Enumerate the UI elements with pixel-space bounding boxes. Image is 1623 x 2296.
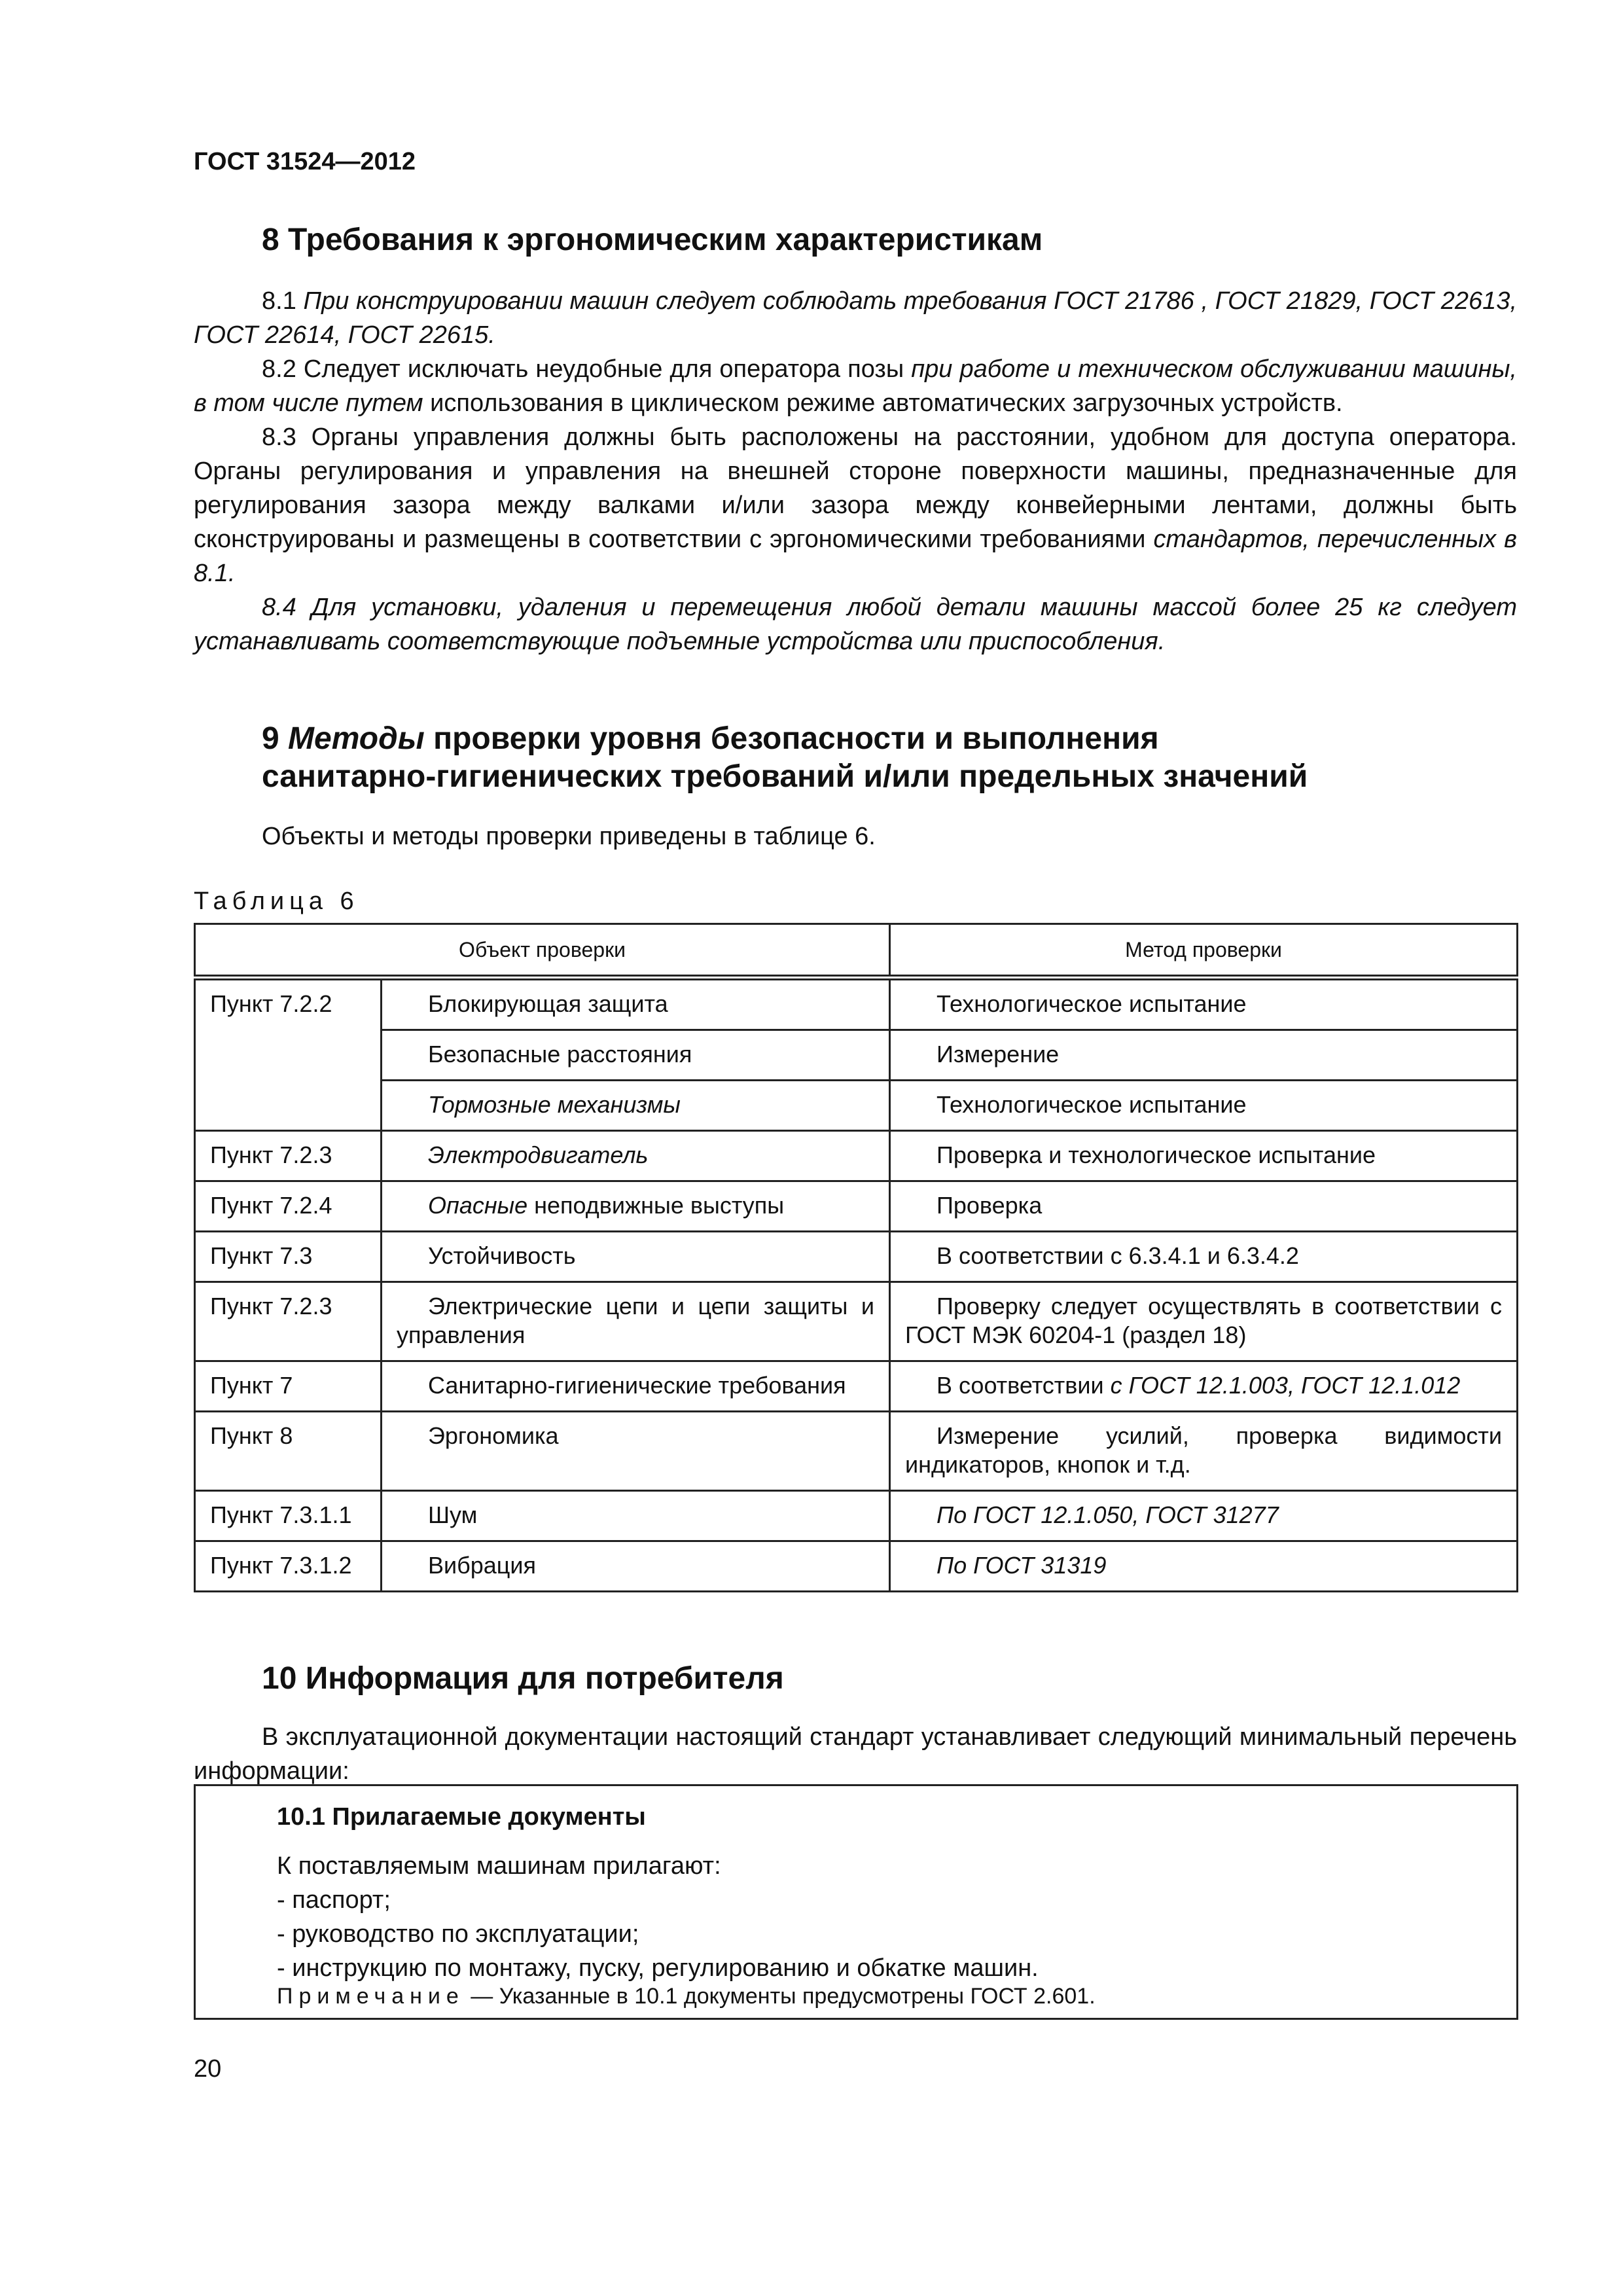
cell-method: Измерение [890,1030,1518,1081]
section-10-title: 10 Информация для потребителя [262,1661,784,1696]
table-row [195,1081,1518,1131]
cell-clause: Пункт 7.3.1.1 [195,1491,382,1541]
paragraph-8-4: 8.4 Для установки, удаления и перемещения любой детали машины массой более 25 кг следует устанавливать соответствующие подъемные устройства или приспособления. [194,594,1517,655]
box-note: Примечание — Указанные в 10.1 документы предусмотрены ГОСТ 2.601. [277,1984,1096,2009]
cell-method: В соответствии с 6.3.4.1 и 6.3.4.2 [890,1232,1518,1282]
table-row [195,1412,1518,1491]
table-row [195,978,1518,1030]
cell-clause: Пункт 7.2.2 [195,978,382,1131]
cell-object: Электродвигатель [382,1131,890,1181]
document-header: ГОСТ 31524—2012 [194,148,416,175]
section-8-title: 8 Требования к эргономическим характеристикам [262,223,1043,257]
cell-object: Вибрация [382,1541,890,1592]
box-lines [277,1849,1039,1985]
header-method: Метод проверки [890,924,1518,978]
cell-clause: Пункт 8 [195,1412,382,1491]
box-line: - паспорт; [277,1886,391,1914]
cell-method: Проверку следует осуществлять в соответствии с ГОСТ МЭК 60204-1 (раздел 18) [890,1282,1518,1361]
cell-method: Проверка и технологическое испытание [890,1131,1518,1181]
paragraph-8-2: 8.2 Следует исключать неудобные для оператора позы при работе и техническом обслуживании машины, в том числе путем использования в циклическом режиме автоматических загрузочных устройств. [194,355,1517,417]
box-line: - инструкцию по монтажу, пуску, регулированию и обкатке машин. [277,1954,1039,1982]
table-row [195,1181,1518,1232]
documents-box [194,1784,1518,2020]
cell-object: Устойчивость [382,1232,890,1282]
cell-object: Электрические цепи и цепи защиты и управления [382,1282,890,1361]
table-row [195,1361,1518,1412]
section-9-title: 9 Методы проверки уровня безопасности и выполнения санитарно-гигиенических требований и/или предельных значений [262,721,1308,794]
table-row [195,1131,1518,1181]
table-header-row [195,924,1518,978]
section-8-body [194,284,1517,658]
cell-clause: Пункт 7 [195,1361,382,1412]
table-row [195,1282,1518,1361]
header-object: Объект проверки [195,924,890,978]
table-row [195,1541,1518,1592]
paragraph-8-1: 8.1 При конструировании машин следует соблюдать требования ГОСТ 21786 , ГОСТ 21829, ГОСТ 22613, ГОСТ 22614, ГОСТ 22615. [194,287,1517,349]
cell-method: Измерение усилий, проверка видимости индикаторов, кнопок и т.д. [890,1412,1518,1491]
cell-object: Санитарно-гигиенические требования [382,1361,890,1412]
cell-clause: Пункт 7.3.1.2 [195,1541,382,1592]
cell-object: Тормозные механизмы [382,1081,890,1131]
cell-object: Опасные неподвижные выступы [382,1181,890,1232]
cell-object: Шум [382,1491,890,1541]
box-line: - руководство по эксплуатации; [277,1920,639,1948]
table-caption: Таблица 6 [194,888,359,915]
paragraph-8-3: 8.3 Органы управления должны быть расположены на расстоянии, удобном для доступа оператора. Органы регулирования и управления на внешней стороне поверхности машины, предназначенные для регулирования зазора между валками и/или зазора между конвейерными лентами, должны быть сконструированы и размещены в соответствии с эргономическими требованиями стандартов, перечисленных в 8.1. [194,423,1518,587]
cell-method: Проверка [890,1181,1518,1232]
page-number: 20 [194,2055,222,2083]
table-row [195,1232,1518,1282]
table-row [195,1491,1518,1541]
cell-clause: Пункт 7.2.3 [195,1131,382,1181]
box-title: 10.1 Прилагаемые документы [277,1803,646,1831]
cell-clause: Пункт 7.2.3 [195,1282,382,1361]
table-6 [194,923,1518,1592]
cell-object: Эргономика [382,1412,890,1491]
table-row [195,1030,1518,1081]
cell-method: Технологическое испытание [890,978,1518,1030]
box-line: К поставляемым машинам прилагают: [277,1852,721,1880]
cell-method: Технологическое испытание [890,1081,1518,1131]
cell-method: По ГОСТ 31319 [890,1541,1518,1592]
cell-object: Безопасные расстояния [382,1030,890,1081]
section-9-intro: Объекты и методы проверки приведены в таблице 6. [262,823,876,850]
cell-clause: Пункт 7.3 [195,1232,382,1282]
section-10-intro: В эксплуатационной документации настоящий стандарт устанавливает следующий минимальный перечень информации: [194,1723,1517,1785]
cell-object: Блокирующая защита [382,978,890,1030]
cell-clause: Пункт 7.2.4 [195,1181,382,1232]
cell-method: В соответствии с ГОСТ 12.1.003, ГОСТ 12.1.012 [890,1361,1518,1412]
cell-method: По ГОСТ 12.1.050, ГОСТ 31277 [890,1491,1518,1541]
